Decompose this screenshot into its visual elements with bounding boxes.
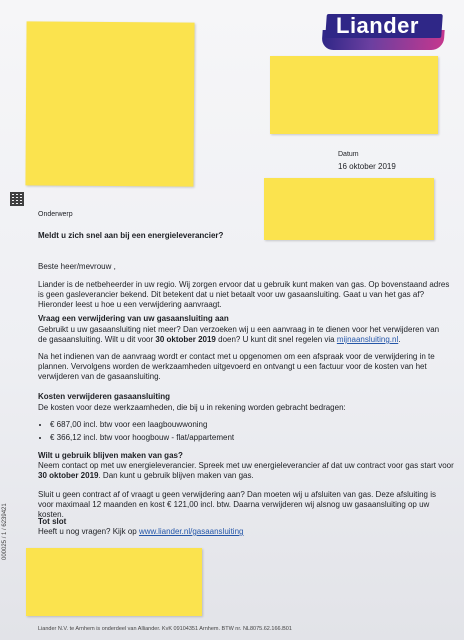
- mijnaansluiting-link[interactable]: mijnaansluiting.nl: [336, 335, 399, 344]
- liander-gasaansluiting-link[interactable]: www.liander.nl/gasaansluiting: [138, 527, 244, 536]
- document-barcode: [10, 192, 24, 206]
- salutation: Beste heer/mevrouw ,: [38, 262, 116, 271]
- section-keep-gas-paragraph-1: [38, 461, 456, 481]
- cost-item-low-rise: • € 687,00 incl. btw voor een laagbouwwoning: [50, 420, 450, 430]
- section-closing-title: Tot slot: [38, 517, 67, 526]
- intro-paragraph: Liander is de netbeheerder in uw regio. Wij zorgen ervoor dat u gebruik kunt maken van gas. Op bovenstaand adres is geen gasleverancier bekend. Dit betekent dat u niet betaalt voor uw gasaansluiting. Gaat u van het gas af? Hieronder leest u hoe u een verwijdering aanvraagt.: [38, 280, 450, 309]
- subject-text: Meldt u zich snel aan bij een energieleverancier?: [38, 231, 224, 240]
- cost-item-high-rise: • € 366,12 incl. btw voor hoogbouw - flat/appartement: [50, 433, 450, 443]
- subject-label: Onderwerp: [38, 211, 73, 218]
- logo-text: Liander: [336, 13, 419, 38]
- section-keep-gas-title: Wilt u gebruik blijven maken van gas?: [38, 451, 183, 460]
- redaction-note-middle-right: [264, 178, 434, 240]
- section-remove-title: Vraag een verwijdering van uw gasaansluiting aan: [38, 314, 229, 323]
- side-reference-code: 000025 / 1 / 6239421: [2, 503, 8, 560]
- section-keep-gas-p1-end: . Dan kunt u gebruik blijven maken van gas.: [98, 471, 254, 480]
- deadline-date: 30 oktober 2019: [155, 335, 216, 344]
- footer-company-info: Liander N.V. te Arnhem is onderdeel van Alliander. KvK 09104351 Arnhem. BTW nr. NL8075.62.166.B01: [38, 626, 292, 632]
- section-remove-p1-end: .: [398, 335, 401, 344]
- section-costs-title: Kosten verwijderen gasaansluiting: [38, 392, 171, 401]
- redaction-note-top-right: [270, 56, 438, 134]
- date-label: Datum: [338, 151, 359, 158]
- closing-text: Heeft u nog vragen? Kijk op: [38, 527, 139, 536]
- section-remove-paragraph-2: Na het indienen van de aanvraag wordt er contact met u opgenomen om een afspraak voor de verwijdering in te plannen. Vervolgens worden de werkzaamheden uitgevoerd en ontvangt u een factuur voor de kosten van het verwijderen van de gasaansluiting.: [38, 352, 435, 381]
- redaction-note-top-left: [25, 21, 194, 186]
- date-value: 16 oktober 2019: [338, 162, 396, 171]
- redaction-note-bottom-left: [26, 548, 202, 616]
- costs-list: [38, 420, 450, 446]
- section-costs-intro: De kosten voor deze werkzaamheden, die bij u in rekening worden gebracht bedragen:: [38, 403, 346, 412]
- section-remove-p1-mid: doen? U kunt dit snel regelen via: [215, 335, 337, 344]
- section-keep-gas-paragraph-2: Sluit u geen contract af of vraagt u geen verwijdering aan? Dan moeten wij u afsluiten van gas. Deze afsluiting is voor maximaal 12 maanden en kost € 121,00 incl. btw. Daarna verwijderen wij alsnog uw gasaansluiting op uw kosten.: [38, 490, 437, 519]
- contract-date: 30 oktober 2019: [38, 471, 99, 480]
- section-keep-gas-p1-start: Neem contact op met uw energieleverancier. Spreek met uw energieleverancier af dat uw contract voor gas start voor: [38, 461, 454, 470]
- section-closing-paragraph: [38, 527, 243, 537]
- section-remove-p1-start: Gebruikt u uw gasaansluiting niet meer? Dan verzoeken wij u een aanvraag in te dienen voor het verwijderen van de gasaansluiting. Wilt u dit voor: [38, 325, 440, 344]
- section-remove-paragraph-1: [38, 325, 450, 345]
- liander-logo: [320, 6, 442, 52]
